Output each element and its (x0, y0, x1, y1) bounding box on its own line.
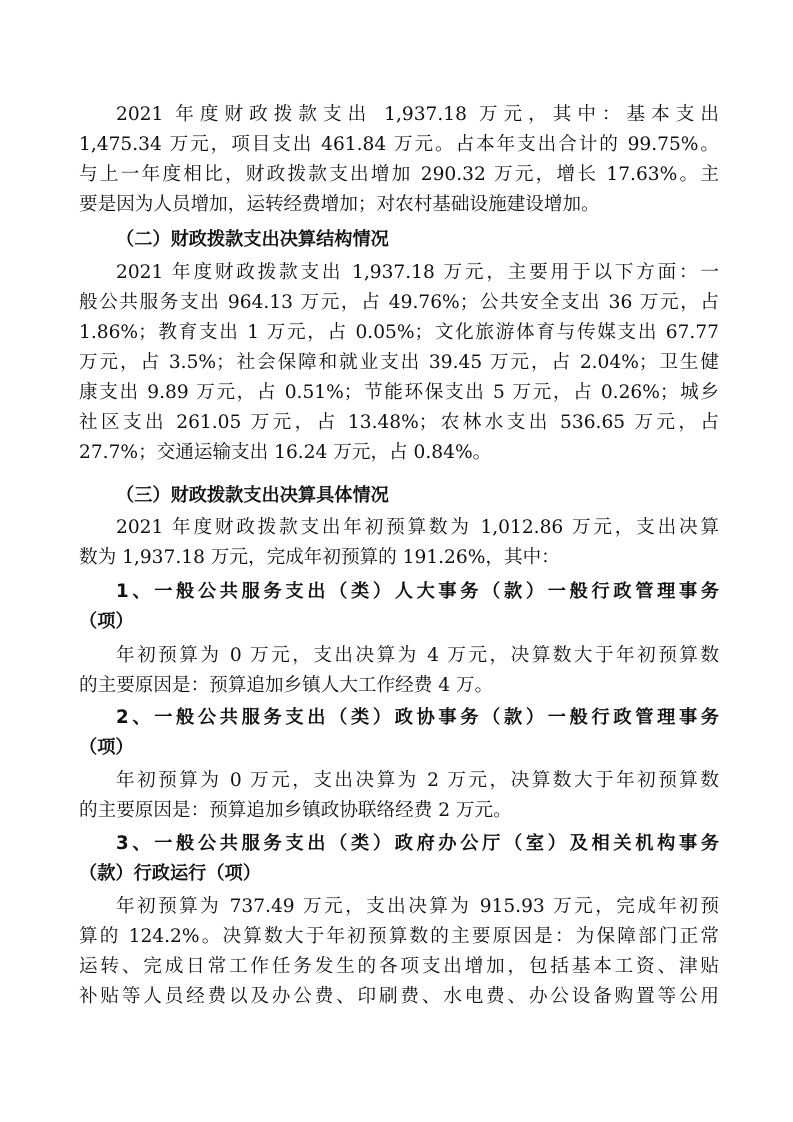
text-line: 2021 年度财政拨款支出 1,937.18 万元，其中：基本支出 (116, 104, 719, 125)
heading-text: 3、一般公共服务支出（类）政府办公厅（室）及相关机构事务 (116, 833, 719, 854)
text-line: 要是因为人员增加，运转经费增加；对农村基础设施建设增加。 (79, 194, 600, 215)
text-line: 的主要原因是：预算追加乡镇政协联络经费 2 万元。 (79, 800, 512, 821)
heading-text: （二）财政拨款支出决算结构情况 (116, 229, 389, 250)
text-line: 般公共服务支出 964.13 万元，占 49.76%；公共安全支出 36 万元，占 (79, 292, 719, 313)
text-line: 补贴等人员经费以及办公费、印刷费、水电费、办公设备购置等公用 (79, 986, 719, 1007)
text-line: 算的 124.2%。决算数大于年初预算数的主要原因是：为保障部门正常 (79, 926, 719, 947)
text-line: 年初预算为 0 万元，支出决算为 2 万元，决算数大于年初预算数 (116, 770, 719, 791)
paragraph-detail-intro (79, 513, 719, 573)
item-body-3 (79, 892, 719, 1012)
paragraph-appropriation-summary (79, 100, 719, 220)
text-line: 年初预算为 0 万元，支出决算为 4 万元，决算数大于年初预算数 (116, 645, 719, 666)
text-line: 万元，占 3.5%；社会保障和就业支出 39.45 万元，占 2.04%；卫生健 (79, 352, 719, 373)
section-heading-detail (79, 481, 719, 511)
item-heading-3 (79, 829, 719, 889)
text-line: 康支出 9.89 万元，占 0.51%；节能环保支出 5 万元，占 0.26%；城乡 (79, 382, 719, 403)
text-line: 1.86%；教育支出 1 万元，占 0.05%；文化旅游体育与传媒支出 67.77 (79, 322, 719, 343)
text-line: 数为 1,937.18 万元，完成年初预算的 191.26%，其中： (79, 547, 560, 568)
item-heading-1 (79, 577, 719, 637)
section-heading-structure (79, 225, 719, 255)
item-body-1 (79, 641, 719, 701)
heading-text: （款）行政运行（项） (79, 863, 261, 884)
heading-text: （项） (79, 737, 134, 758)
paragraph-structure (79, 258, 719, 468)
heading-text: （三）财政拨款支出决算具体情况 (116, 485, 389, 506)
item-body-2 (79, 766, 719, 826)
heading-text: （项） (79, 611, 134, 632)
text-line: 年初预算为 737.49 万元，支出决算为 915.93 万元，完成年初预 (116, 896, 719, 917)
text-line: 1,475.34 万元，项目支出 461.84 万元。占本年支出合计的 99.75%。 (79, 134, 719, 155)
text-line: 的主要原因是：预算追加乡镇人大工作经费 4 万。 (79, 675, 494, 696)
text-line: 27.7%；交通运输支出 16.24 万元，占 0.84%。 (79, 442, 492, 463)
text-line: 与上一年度相比，财政拨款支出增加 290.32 万元，增长 17.63%。主 (79, 164, 719, 185)
heading-text: 1、一般公共服务支出（类）人大事务（款）一般行政管理事务 (116, 581, 719, 602)
text-line: 2021 年度财政拨款支出年初预算数为 1,012.86 万元，支出决算 (116, 517, 719, 538)
item-heading-2 (79, 703, 719, 763)
text-line: 运转、完成日常工作任务发生的各项支出增加，包括基本工资、津贴 (79, 956, 719, 977)
text-line: 社区支出 261.05 万元，占 13.48%；农林水支出 536.65 万元，占 (79, 412, 719, 433)
text-line: 2021 年度财政拨款支出 1,937.18 万元，主要用于以下方面：一 (116, 262, 719, 283)
heading-text: 2、一般公共服务支出（类）政协事务（款）一般行政管理事务 (116, 707, 719, 728)
